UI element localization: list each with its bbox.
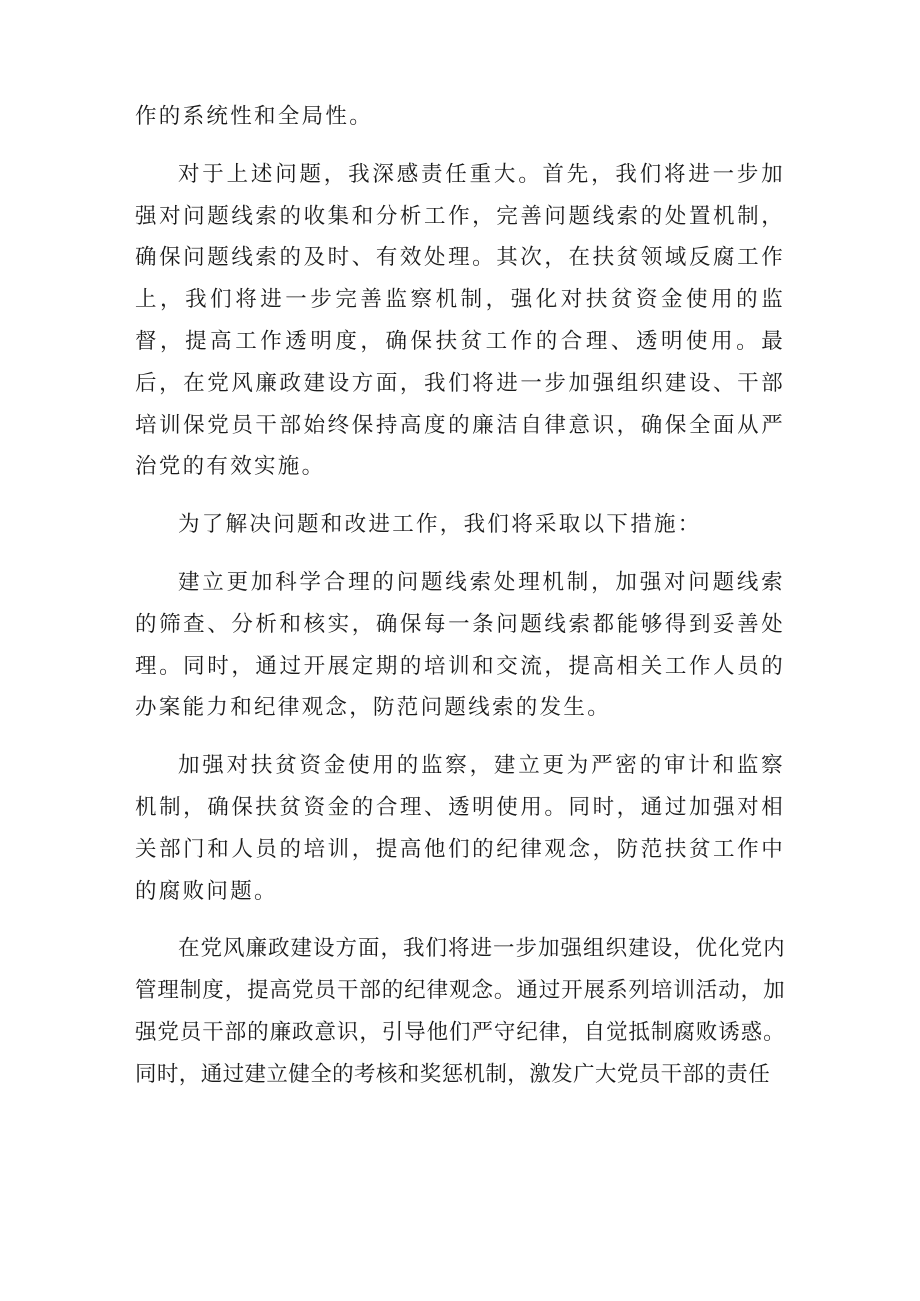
paragraph-1: 作的系统性和全局性。: [135, 104, 374, 129]
paragraph-3: 为了解决问题和改进工作，我们将采取以下措施：: [178, 512, 702, 538]
paragraph-2: 对于上述问题，我深感责任重大。首先，我们将进一步加强对问题线索的收集和分析工作，完善问题线索的处置机制，确保问题线索的及时、有效处理。其次，在扶贫领域反腐工作上，我们将进一步完善监察机制，强化对扶贫资金使用的监督，提高工作透明度，确保扶贫工作的合理、透明使用。最后，在党风廉政建设方面，我们将进一步加强组织建设、干部培训保党员干部始终保持高度的廉洁自律意识，确保全面从严治党的有效实施。: [135, 161, 785, 480]
paragraph-6: 在党风廉政建设方面，我们将进一步加强组织建设，优化党内管理制度，提高党员干部的纪律观念。通过开展系列培训活动，加强党员干部的廉政意识，引导他们严守纪律，自觉抵制腐败诱惑。同时，通过建立健全的考核和奖惩机制，激发广大党员干部的责任: [135, 936, 785, 1087]
paragraph-4: 建立更加科学合理的问题线索处理机制，加强对问题线索的筛查、分析和核实，确保每一条问题线索都能够得到妥善处理。同时，通过开展定期的培训和交流，提高相关工作人员的办案能力和纪律观念，防范问题线索的发生。: [135, 569, 785, 721]
document-body: [135, 96, 785, 1112]
paragraph-5: 加强对扶贫资金使用的监察，建立更为严密的审计和监察机制，确保扶贫资金的合理、透明使用。同时，通过加强对相关部门和人员的培训，提高他们的纪律观念，防范扶贫工作中的腐败问题。: [135, 753, 785, 904]
